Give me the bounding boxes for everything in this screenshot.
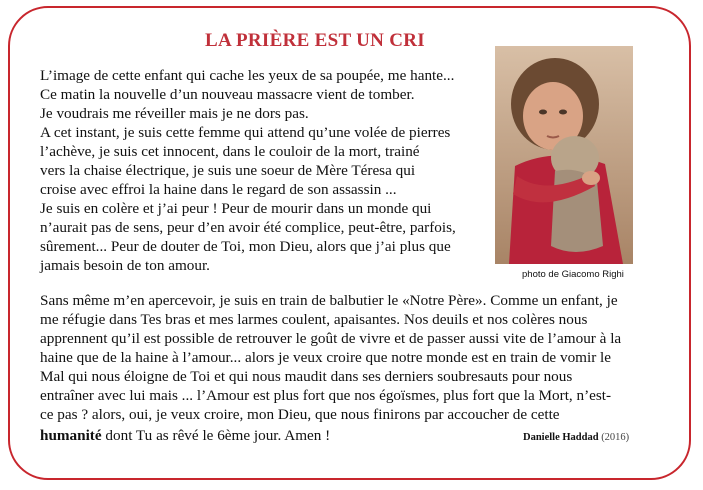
article-line: A cet instant, je suis cette femme qui attend qu’une volée de pierres bbox=[40, 124, 451, 141]
article-line: Ce matin la nouvelle d’un nouveau massacre vient de tomber. bbox=[40, 86, 415, 103]
article-line: n’aurait pas de sens, peur d’en avoir été complice, peut-être, parfois, bbox=[40, 219, 456, 236]
article-line: Mal qui nous éloigne de Toi et qui nous maudit dans ses derniers soubresauts pour nous bbox=[40, 368, 573, 385]
article-line: me réfugie dans Tes bras et mes larmes coulent, apaisantes. Nos deuils et nos colères nous bbox=[40, 311, 588, 328]
article-line: jamais besoin de ton amour. bbox=[40, 257, 210, 274]
child-with-doll-photo bbox=[495, 46, 633, 264]
article-line: croise avec effroi la haine dans le regard de son assassin ... bbox=[40, 181, 397, 198]
article-line: Sans même m’en apercevoir, je suis en train de balbutier le «Notre Père». Comme un enfant, je bbox=[40, 292, 618, 309]
article-line: sûrement... Peur de douter de Toi, mon Dieu, alors que j’ai plus que bbox=[40, 238, 451, 255]
article-line: entraîner avec lui mais ... l’Amour est plus fort que nos égoïsmes, plus fort que la Mort, n’est- bbox=[40, 387, 612, 404]
photo-caption: photo de Giacomo Righi bbox=[522, 269, 624, 280]
last-line-rest: dont Tu as rêvé le 6ème jour. Amen ! bbox=[101, 427, 331, 444]
article-line: vers la chaise électrique, je suis une soeur de Mère Téresa qui bbox=[40, 162, 416, 179]
article-line: haine que de la haine à l’amour... alors je veux croire que notre monde est en train de vomir le bbox=[40, 349, 612, 366]
emphasis-humanite: humanité bbox=[40, 427, 102, 444]
signature-name: Danielle Haddad bbox=[523, 432, 599, 443]
article-line: Je suis en colère et j’ai peur ! Peur de mourir dans un monde qui bbox=[40, 200, 432, 217]
article-line: l’achève, je suis cet innocent, dans le couloir de la mort, trainé bbox=[40, 143, 420, 160]
signature bbox=[523, 432, 629, 443]
signature-year: (2016) bbox=[601, 432, 630, 443]
article-line: Je voudrais me réveiller mais je ne dors pas. bbox=[40, 105, 309, 122]
page-title: LA PRIÈRE EST UN CRI bbox=[205, 30, 425, 51]
article-line: apprennent qu’il est possible de retrouver le goût de vivre et de passer aussi vite de l’amour à la bbox=[40, 330, 622, 347]
article-line: ce pas ? alors, oui, je veux croire, mon Dieu, que nous finirons par accoucher de cette bbox=[40, 406, 560, 423]
article-line: L’image de cette enfant qui cache les yeux de sa poupée, me hante... bbox=[40, 67, 455, 84]
article-last-line bbox=[40, 427, 330, 445]
